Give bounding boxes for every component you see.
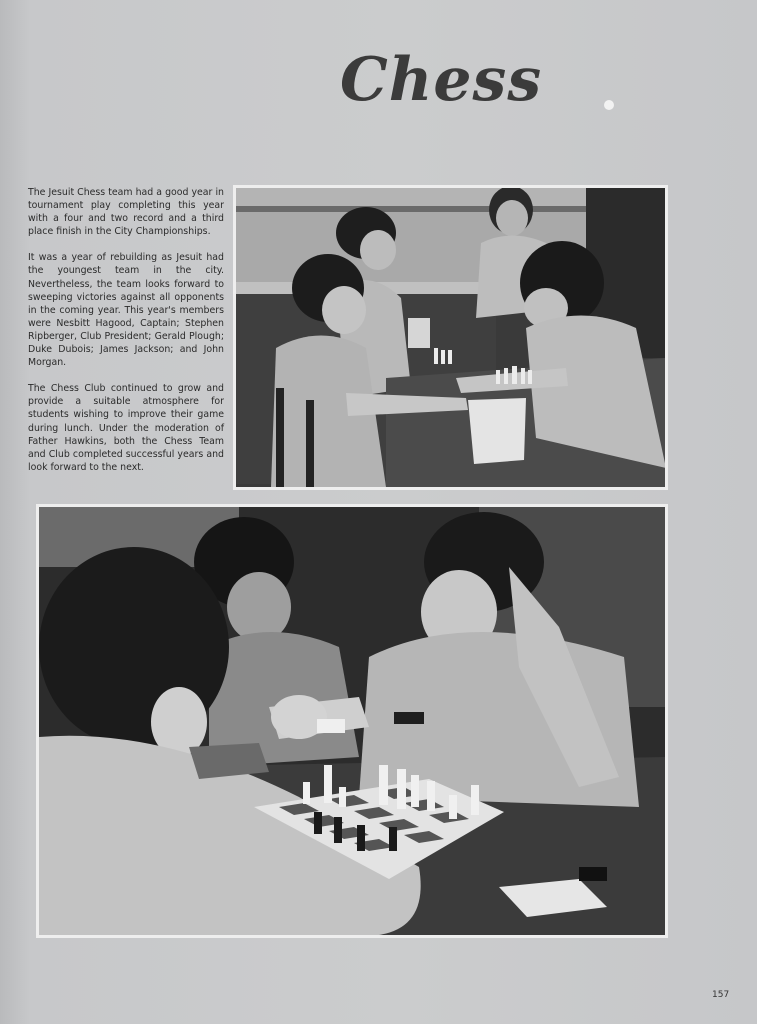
- paragraph-3: The Chess Club continued to grow and provide a suitable atmosphere for students wishing to improve their game during lunch. Under the moderation of Father Hawkins, both the Chess Team and Club completed successful years and look forward to the next.: [28, 383, 224, 473]
- paragraph-1: The Jesuit Chess team had a good year in tournament play completing this year with a four and two record and a third place finish in the City Championships.: [28, 187, 224, 238]
- paragraph-2: It was a year of rebuilding as Jesuit had the youngest team in the city. Nevertheless, the team looks forward to sweeping victories against all opponents in the coming year. This year's members were Nesbitt Hagood, Captain; Stephen Ripberger, Club President; Gerald Plough; Duke Dubois; James Jackson; and John Morgan.: [28, 252, 224, 369]
- photo-chess-club-image: [236, 188, 665, 487]
- photo-chess-game-image: [39, 507, 665, 935]
- article-text: [28, 186, 224, 487]
- page-title: Chess: [340, 45, 543, 115]
- print-speck: [604, 100, 614, 110]
- photo-chess-game: [36, 504, 668, 938]
- page-number: 157: [712, 990, 730, 1000]
- photo-chess-club-table: [233, 185, 668, 490]
